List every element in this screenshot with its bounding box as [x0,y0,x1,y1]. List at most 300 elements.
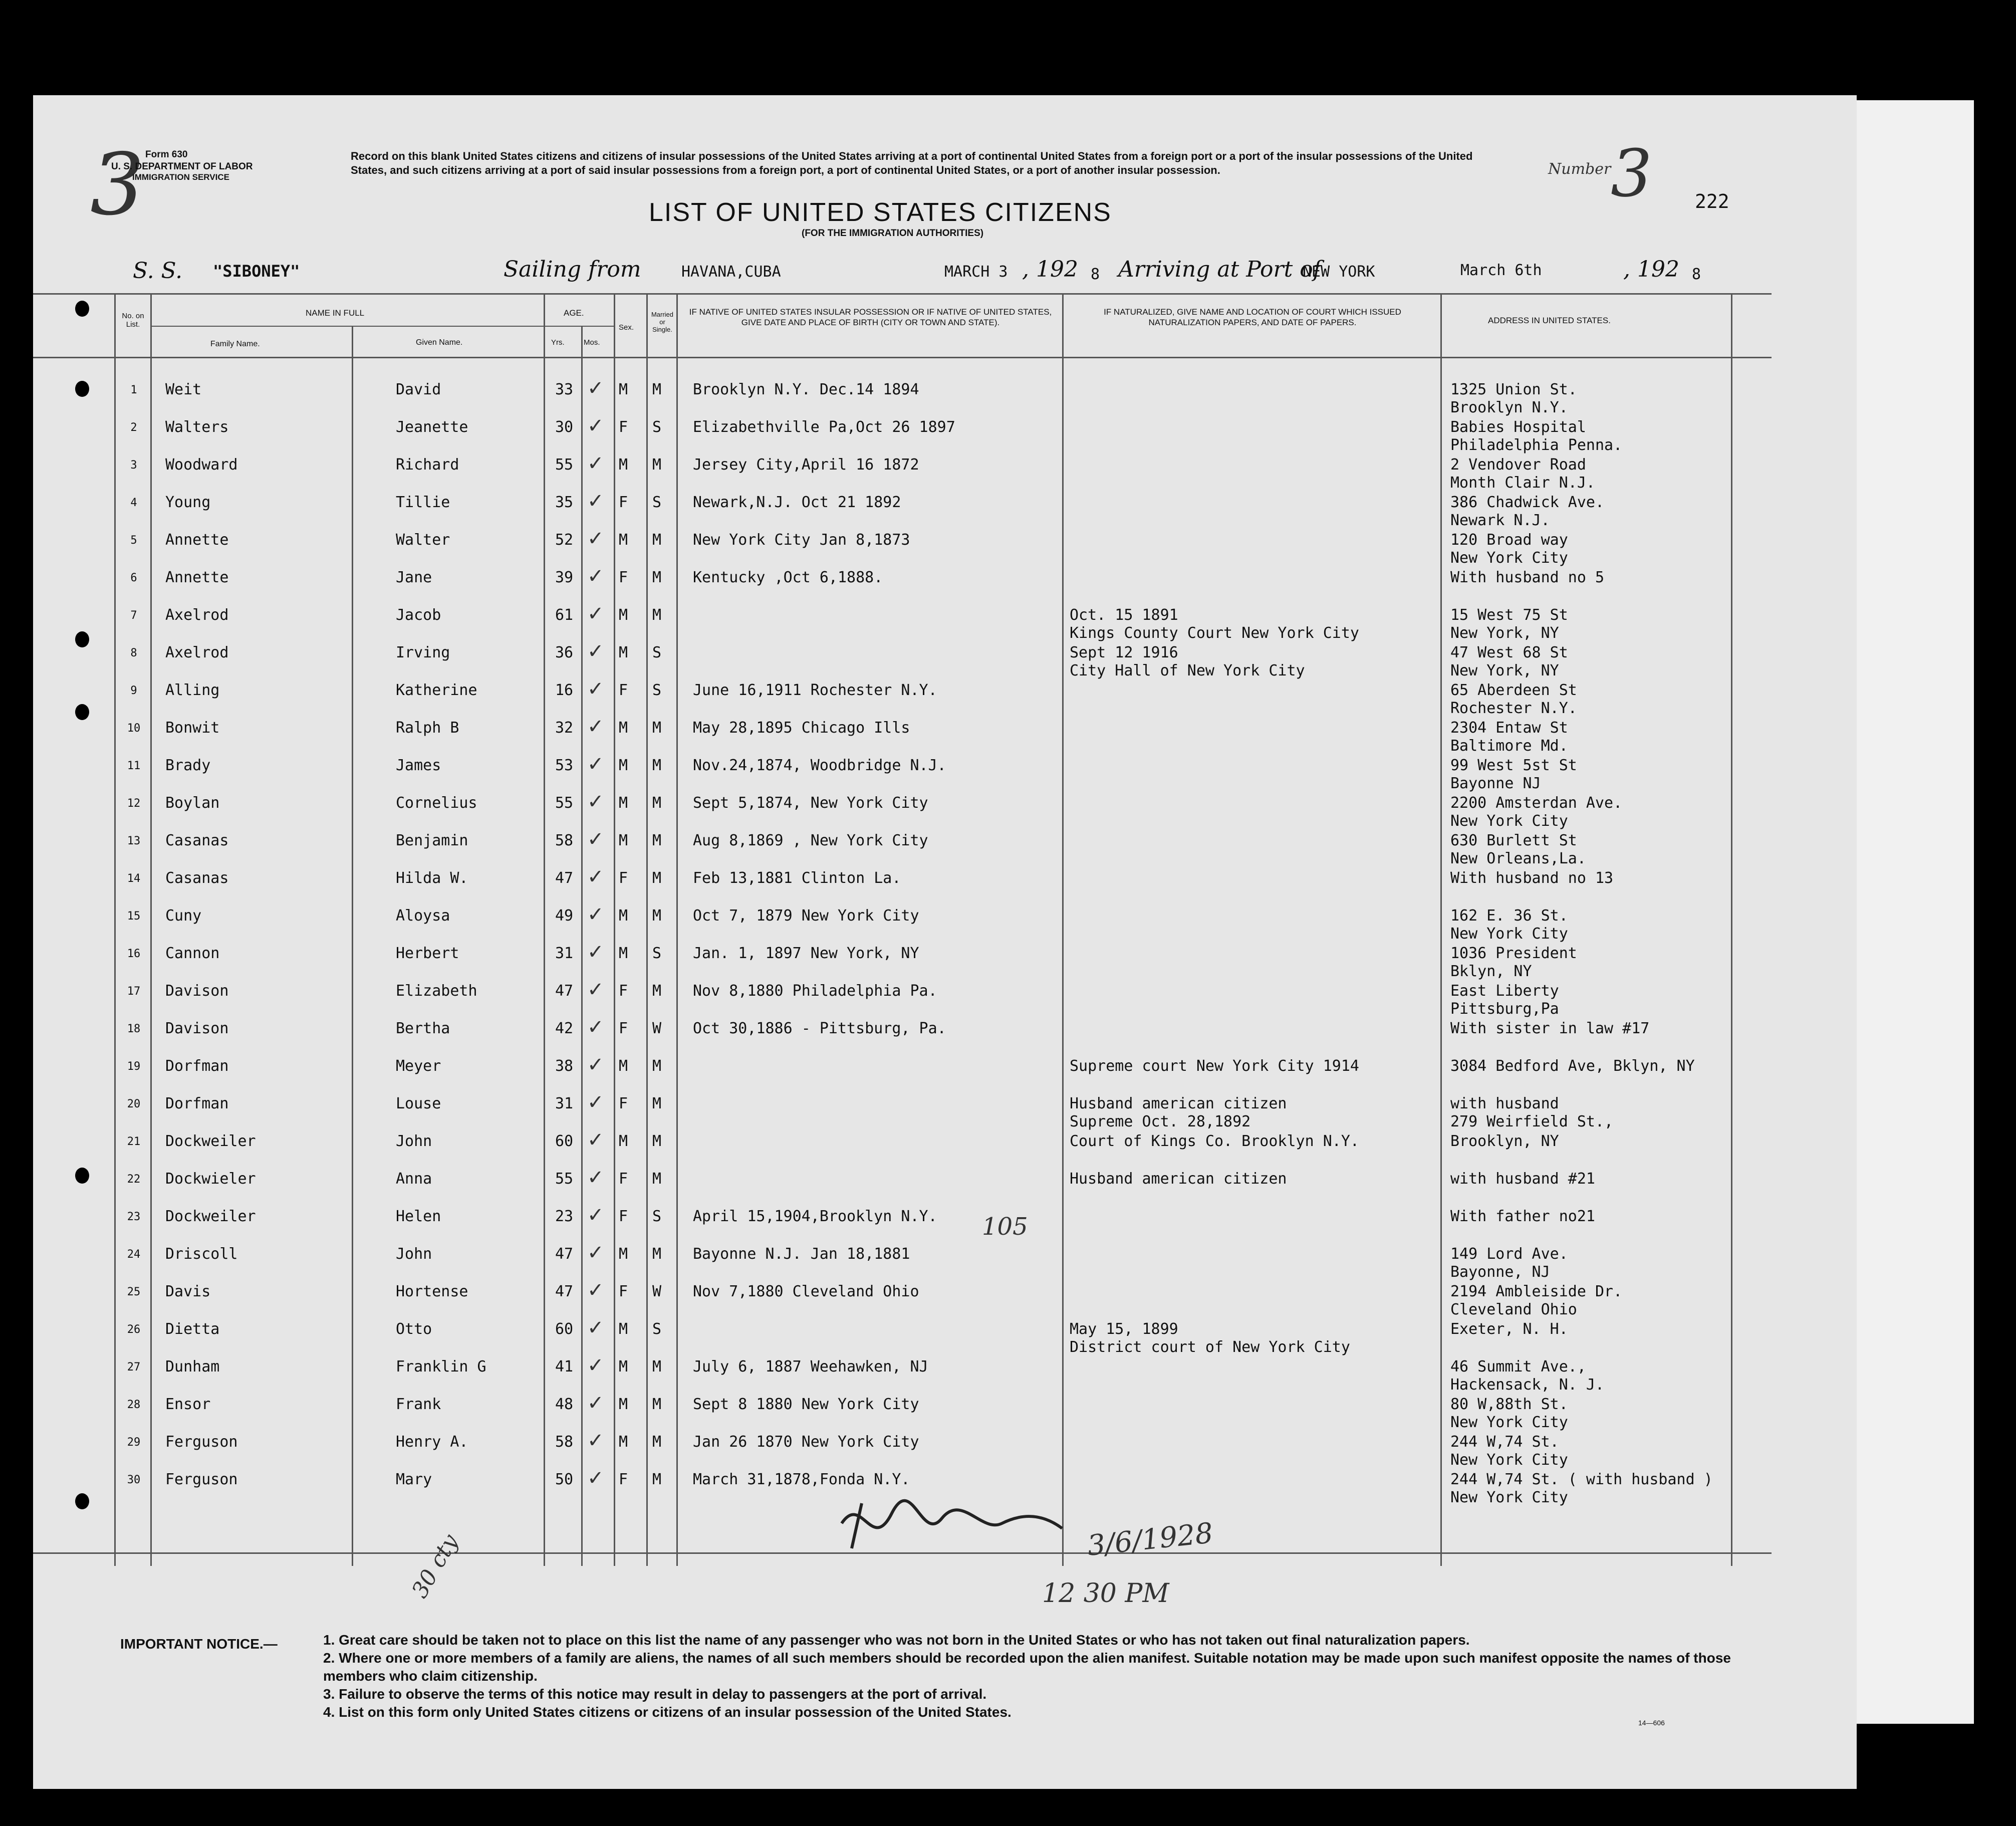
family-name: Young [165,494,211,511]
check-mark-icon: ✓ [587,1241,604,1264]
address: 149 Lord Ave. [1450,1245,1568,1263]
table-row [0,1241,2016,1283]
row-number: 19 [127,1060,141,1073]
arriving-label: Arriving at Port of [1118,257,1322,282]
check-mark-icon: ✓ [587,414,604,437]
family-name: Ensor [165,1396,211,1413]
number-value: 3 [1611,135,1652,211]
age-years: 31 [555,945,574,962]
marital-status: M [652,1132,662,1150]
address: 2194 Ambleiside Dr. [1450,1283,1623,1300]
row-number: 26 [127,1323,141,1336]
sex: M [619,907,628,925]
birth-info: Aug 8,1869 , New York City [693,832,928,849]
row-number: 24 [127,1248,141,1261]
family-name: Dockweiler [165,1132,256,1150]
row-number: 29 [127,1436,141,1449]
birth-info: Jan. 1, 1897 New York, NY [693,945,919,962]
col-birth: IF NATIVE OF UNITED STATES INSULAR POSSESSION OR IF NATIVE OF UNITED STATES, GIVE DATE AND PLACE OF BIRTH (CITY OR TOWN AND STATE). [689,307,1052,327]
naturalization-info-line2: Kings County Court New York City [1070,624,1359,642]
age-years: 55 [555,794,574,812]
address-line2: New York, NY [1450,624,1559,642]
birth-info: Brooklyn N.Y. Dec.14 1894 [693,381,919,398]
sex: M [619,1396,628,1413]
family-name: Axelrod [165,606,229,624]
table-row [0,978,2016,1020]
address: 244 W,74 St. ( with husband ) [1450,1471,1713,1488]
form-number: Form 630 [145,149,188,160]
age-years: 47 [555,1245,574,1263]
ss-label: S. S. [133,258,183,284]
row-number: 30 [127,1474,141,1486]
sex: M [619,945,628,962]
age-years: 58 [555,832,574,849]
given-name: Herbert [396,945,459,962]
address: With father no21 [1450,1208,1595,1225]
age-years: 47 [555,869,574,887]
birth-info: March 31,1878,Fonda N.Y. [693,1471,910,1488]
row-number: 28 [127,1399,141,1411]
row-number: 2 [130,421,137,434]
sex: F [619,1170,628,1188]
check-mark-icon: ✓ [587,1279,604,1302]
birth-info: Feb 13,1881 Clinton La. [693,869,901,887]
table-row [0,677,2016,719]
marital-status: S [652,945,662,962]
row-number: 17 [127,985,141,998]
row-number: 23 [127,1211,141,1223]
marital-status: M [652,794,662,812]
table-row [0,865,2016,907]
age-years: 32 [555,719,574,737]
birth-info: Kentucky ,Oct 6,1888. [693,569,883,586]
address: With husband no 13 [1450,869,1614,887]
marital-status: M [652,907,662,925]
table-row [0,1128,2016,1170]
table-row [0,640,2016,681]
row-number: 16 [127,948,141,960]
address: with husband [1450,1095,1559,1112]
marital-status: M [652,982,662,1000]
table-top-rule [33,293,1772,295]
row-number: 4 [130,497,137,509]
age-years: 55 [555,456,574,474]
check-mark-icon: ✓ [587,377,604,400]
address-line2: Cleveland Ohio [1450,1301,1577,1318]
page-title: LIST OF UNITED STATES CITIZENS [649,198,1112,227]
given-name: John [396,1245,432,1263]
table-row [0,715,2016,757]
family-name: Davison [165,1020,229,1037]
address: 99 West 5st St [1450,757,1577,774]
sex: M [619,1132,628,1150]
sailing-date: MARCH 3 [944,263,1008,281]
birth-info: Jersey City,April 16 1872 [693,456,919,474]
notice-heading: IMPORTANT NOTICE.— [120,1636,278,1652]
marital-status: M [652,1396,662,1413]
birth-info: New York City Jan 8,1873 [693,531,910,549]
address: 15 West 75 St [1450,606,1568,624]
notice-item: 3. Failure to observe the terms of this notice may result in delay to passengers at the port of arrival. [323,1686,987,1702]
row-number: 14 [127,872,141,885]
notice-item: 2. Where one or more members of a family are aliens, the names of all such members should be recorded upon the alien manifest. Suitable notation may be made upon such manifest opposite the names of those members who claim citizenship. [323,1650,1731,1684]
given-name: Jacob [396,606,441,624]
col-age: AGE. [564,308,584,318]
stamp-date: 3/6/1928 [1086,1517,1215,1562]
arrival-year-digit: 8 [1692,266,1701,283]
age-years: 23 [555,1208,574,1225]
service: IMMIGRATION SERVICE [132,172,229,182]
table-row [0,1091,2016,1132]
check-mark-icon: ✓ [587,1016,604,1039]
row-number: 12 [127,797,141,810]
address: Brooklyn, NY [1450,1132,1559,1150]
address: 244 W,74 St. [1450,1433,1559,1451]
check-mark-icon: ✓ [587,490,604,513]
table-row [0,903,2016,945]
age-years: 33 [555,381,574,398]
family-name: Casanas [165,869,229,887]
sailing-port: HAVANA,CUBA [681,263,781,281]
age-years: 41 [555,1358,574,1376]
sheet-mark: 3 [90,135,145,235]
naturalization-info: May 15, 1899 [1070,1320,1178,1338]
birth-info: Sept 8 1880 New York City [693,1396,919,1413]
birth-info: June 16,1911 Rochester N.Y. [693,681,937,699]
sailing-year-digit: 8 [1091,266,1100,283]
address: 1325 Union St. [1450,381,1577,398]
given-name: James [396,757,441,774]
address-line2: New York City [1450,812,1568,830]
check-mark-icon: ✓ [587,1316,604,1339]
address: 120 Broad way [1450,531,1568,549]
arrival-port: NEW YORK [1303,263,1375,281]
family-name: Cuny [165,907,202,925]
family-name: Brady [165,757,211,774]
row-number: 22 [127,1173,141,1186]
address: 80 W,88th St. [1450,1396,1568,1413]
age-years: 50 [555,1471,574,1488]
address-line2: Bayonne NJ [1450,775,1541,792]
check-mark-icon: ✓ [587,941,604,964]
arrival-year-prefix: , 192 [1623,257,1679,282]
naturalization-info: Oct. 15 1891 [1070,606,1178,624]
col-sex: Sex. [619,323,634,332]
arrival-date: March 6th [1460,262,1542,279]
birth-info: Nov.24,1874, Woodbridge N.J. [693,757,946,774]
marital-status: W [652,1020,662,1037]
table-row [0,490,2016,531]
sex: M [619,719,628,737]
check-mark-icon: ✓ [587,1053,604,1076]
family-name: Annette [165,569,229,586]
check-mark-icon: ✓ [587,1091,604,1114]
family-name: Cannon [165,945,220,962]
naturalization-info: Court of Kings Co. Brooklyn N.Y. [1070,1132,1359,1150]
department: U. S. DEPARTMENT OF LABOR [111,161,253,172]
given-name: Hortense [396,1283,468,1300]
address-line2: Bklyn, NY [1450,963,1532,980]
age-years: 30 [555,418,574,436]
row-number: 27 [127,1361,141,1374]
given-name: Benjamin [396,832,468,849]
address-line2: New York City [1450,549,1568,567]
row-number: 1 [130,384,137,396]
sex: F [619,869,628,887]
address-line2: New York City [1450,925,1568,943]
address-line2: Month Clair N.J. [1450,474,1595,492]
check-mark-icon: ✓ [587,452,604,475]
row-number: 11 [127,760,141,772]
birth-info: Bayonne N.J. Jan 18,1881 [693,1245,910,1263]
table-row [0,377,2016,418]
address-line2: Baltimore Md. [1450,737,1568,755]
table-row [0,1316,2016,1358]
check-mark-icon: ✓ [587,640,604,663]
address-line2: 279 Weirfield St., [1450,1113,1614,1130]
page-subtitle: (FOR THE IMMIGRATION AUTHORITIES) [802,228,984,239]
address-line2: New York City [1450,1451,1568,1469]
check-mark-icon: ✓ [587,1429,604,1452]
family-name: Ferguson [165,1471,238,1488]
address: with husband #21 [1450,1170,1595,1188]
marital-status: M [652,569,662,586]
col-given-name: Given Name. [416,338,463,347]
row-number: 8 [130,647,137,659]
marital-status: M [652,606,662,624]
naturalization-info: Supreme court New York City 1914 [1070,1057,1359,1075]
family-name: Dietta [165,1320,220,1338]
address: 2304 Entaw St [1450,719,1568,737]
birth-info: May 28,1895 Chicago Ills [693,719,910,737]
check-mark-icon: ✓ [587,565,604,588]
marital-status: S [652,1320,662,1338]
age-years: 39 [555,569,574,586]
margin-note: 105 [982,1213,1028,1241]
sex: F [619,1020,628,1037]
address-line2: Bayonne, NJ [1450,1263,1550,1281]
marital-status: M [652,869,662,887]
address: 162 E. 36 St. [1450,907,1568,925]
sex: M [619,381,628,398]
age-years: 49 [555,907,574,925]
given-name: Otto [396,1320,432,1338]
check-mark-icon: ✓ [587,790,604,813]
address-line2: Newark N.J. [1450,512,1550,529]
age-years: 60 [555,1320,574,1338]
sex: M [619,1433,628,1451]
sex: F [619,681,628,699]
given-name: Frank [396,1396,441,1413]
sex: M [619,531,628,549]
naturalization-info-line2: Supreme Oct. 28,1892 [1070,1113,1251,1130]
family-name: Alling [165,681,220,699]
check-mark-icon: ✓ [587,903,604,926]
check-mark-icon: ✓ [587,1204,604,1227]
col-no: No. on List. [122,312,144,329]
table-row [0,790,2016,832]
subheader-rule [150,326,614,327]
table-row [0,1053,2016,1095]
marital-status: M [652,1358,662,1376]
address: 630 Burlett St [1450,832,1577,849]
address: 3084 Bedford Ave, Bklyn, NY [1450,1057,1695,1075]
given-name: Jane [396,569,432,586]
row-number: 21 [127,1135,141,1148]
age-years: 61 [555,606,574,624]
birth-info: Nov 8,1880 Philadelphia Pa. [693,982,937,1000]
age-years: 16 [555,681,574,699]
check-mark-icon: ✓ [587,602,604,625]
given-name: Meyer [396,1057,441,1075]
table-row [0,1429,2016,1471]
birth-info: April 15,1904,Brooklyn N.Y. [693,1208,937,1225]
family-name: Woodward [165,456,238,474]
age-years: 48 [555,1396,574,1413]
check-mark-icon: ✓ [587,865,604,888]
address: With sister in law #17 [1450,1020,1650,1037]
birth-info: Newark,N.J. Oct 21 1892 [693,494,901,511]
family-name: Weit [165,381,202,398]
given-name: Franklin G [396,1358,486,1376]
address-line2: Pittsburg,Pa [1450,1000,1559,1018]
sex: M [619,1358,628,1376]
address-line2: New York City [1450,1414,1568,1431]
family-name: Casanas [165,832,229,849]
birth-info: July 6, 1887 Weehawken, NJ [693,1358,928,1376]
marital-status: S [652,494,662,511]
check-mark-icon: ✓ [587,715,604,738]
marital-status: M [652,1170,662,1188]
check-mark-icon: ✓ [587,527,604,550]
table-row [0,1392,2016,1433]
marital-status: S [652,681,662,699]
address-line2: New York City [1450,1489,1568,1506]
sex: F [619,982,628,1000]
age-years: 38 [555,1057,574,1075]
family-name: Davison [165,982,229,1000]
family-name: Dunham [165,1358,220,1376]
header-bottom-rule [33,357,1772,358]
col-address: ADDRESS IN UNITED STATES. [1488,316,1611,325]
row-number: 5 [130,534,137,547]
age-years: 42 [555,1020,574,1037]
ship-name: "SIBONEY" [213,262,300,281]
sex: M [619,644,628,661]
row-number: 20 [127,1098,141,1110]
marital-status: M [652,1057,662,1075]
table-row [0,1016,2016,1057]
sex: F [619,1208,628,1225]
col-mos: Mos. [584,338,600,347]
check-mark-icon: ✓ [587,1128,604,1152]
sex: M [619,1057,628,1075]
address-line2: New York, NY [1450,662,1559,679]
sex: F [619,569,628,586]
family-name: Dockweiler [165,1208,256,1225]
age-years: 58 [555,1433,574,1451]
given-name: Henry A. [396,1433,468,1451]
age-years: 47 [555,1283,574,1300]
given-name: Walter [396,531,450,549]
marital-status: M [652,719,662,737]
given-name: Irving [396,644,450,661]
given-name: Bertha [396,1020,450,1037]
given-name: Tillie [396,494,450,511]
family-name: Walters [165,418,229,436]
table-row [0,1354,2016,1396]
address-line2: Philadelphia Penna. [1450,436,1623,454]
birth-info: Jan 26 1870 New York City [693,1433,919,1451]
col-yrs: Yrs. [551,338,565,347]
number-label: Number [1548,160,1611,178]
family-name: Dockwieler [165,1170,256,1188]
naturalization-info: Husband american citizen [1070,1170,1287,1188]
given-name: Hilda W. [396,869,468,887]
sex: M [619,606,628,624]
sex: F [619,1095,628,1112]
family-name: Driscoll [165,1245,238,1263]
family-name: Bonwit [165,719,220,737]
sex: F [619,1471,628,1488]
col-married: Married or Single. [651,311,674,333]
family-name: Annette [165,531,229,549]
given-name: Ralph B [396,719,459,737]
row-number: 6 [130,572,137,584]
given-name: Helen [396,1208,441,1225]
row-number: 9 [130,684,137,697]
sex: M [619,757,628,774]
age-years: 47 [555,982,574,1000]
family-name: Ferguson [165,1433,238,1451]
marital-status: M [652,757,662,774]
table-row [0,565,2016,606]
table-row [0,527,2016,569]
address: Babies Hospital [1450,418,1586,436]
age-years: 52 [555,531,574,549]
col-name-in-full: NAME IN FULL [306,308,365,318]
given-name: Louse [396,1095,441,1112]
given-name: Mary [396,1471,432,1488]
table-row [0,414,2016,456]
address: 65 Aberdeen St [1450,681,1577,699]
given-name: Katherine [396,681,477,699]
check-mark-icon: ✓ [587,677,604,701]
inspector-signature [832,1483,1072,1563]
check-mark-icon: ✓ [587,753,604,776]
given-name: Richard [396,456,459,474]
family-name: Boylan [165,794,220,812]
marital-status: M [652,1095,662,1112]
naturalization-info: Sept 12 1916 [1070,644,1178,661]
birth-info: Oct 30,1886 - Pittsburg, Pa. [693,1020,946,1037]
given-name: Jeanette [396,418,468,436]
address: 46 Summit Ave., [1450,1358,1586,1376]
table-row [0,1166,2016,1208]
naturalization-info: Husband american citizen [1070,1095,1287,1112]
sailing-label: Sailing from [503,257,641,282]
address-line2: Brooklyn N.Y. [1450,399,1568,416]
naturalization-info-line2: City Hall of New York City [1070,662,1305,679]
address: 1036 President [1450,945,1577,962]
given-name: John [396,1132,432,1150]
table-row [0,1279,2016,1320]
sex: M [619,1320,628,1338]
birth-info: Nov 7,1880 Cleveland Ohio [693,1283,919,1300]
given-name: David [396,381,441,398]
address-line2: New Orleans,La. [1450,850,1586,867]
row-number: 10 [127,722,141,735]
